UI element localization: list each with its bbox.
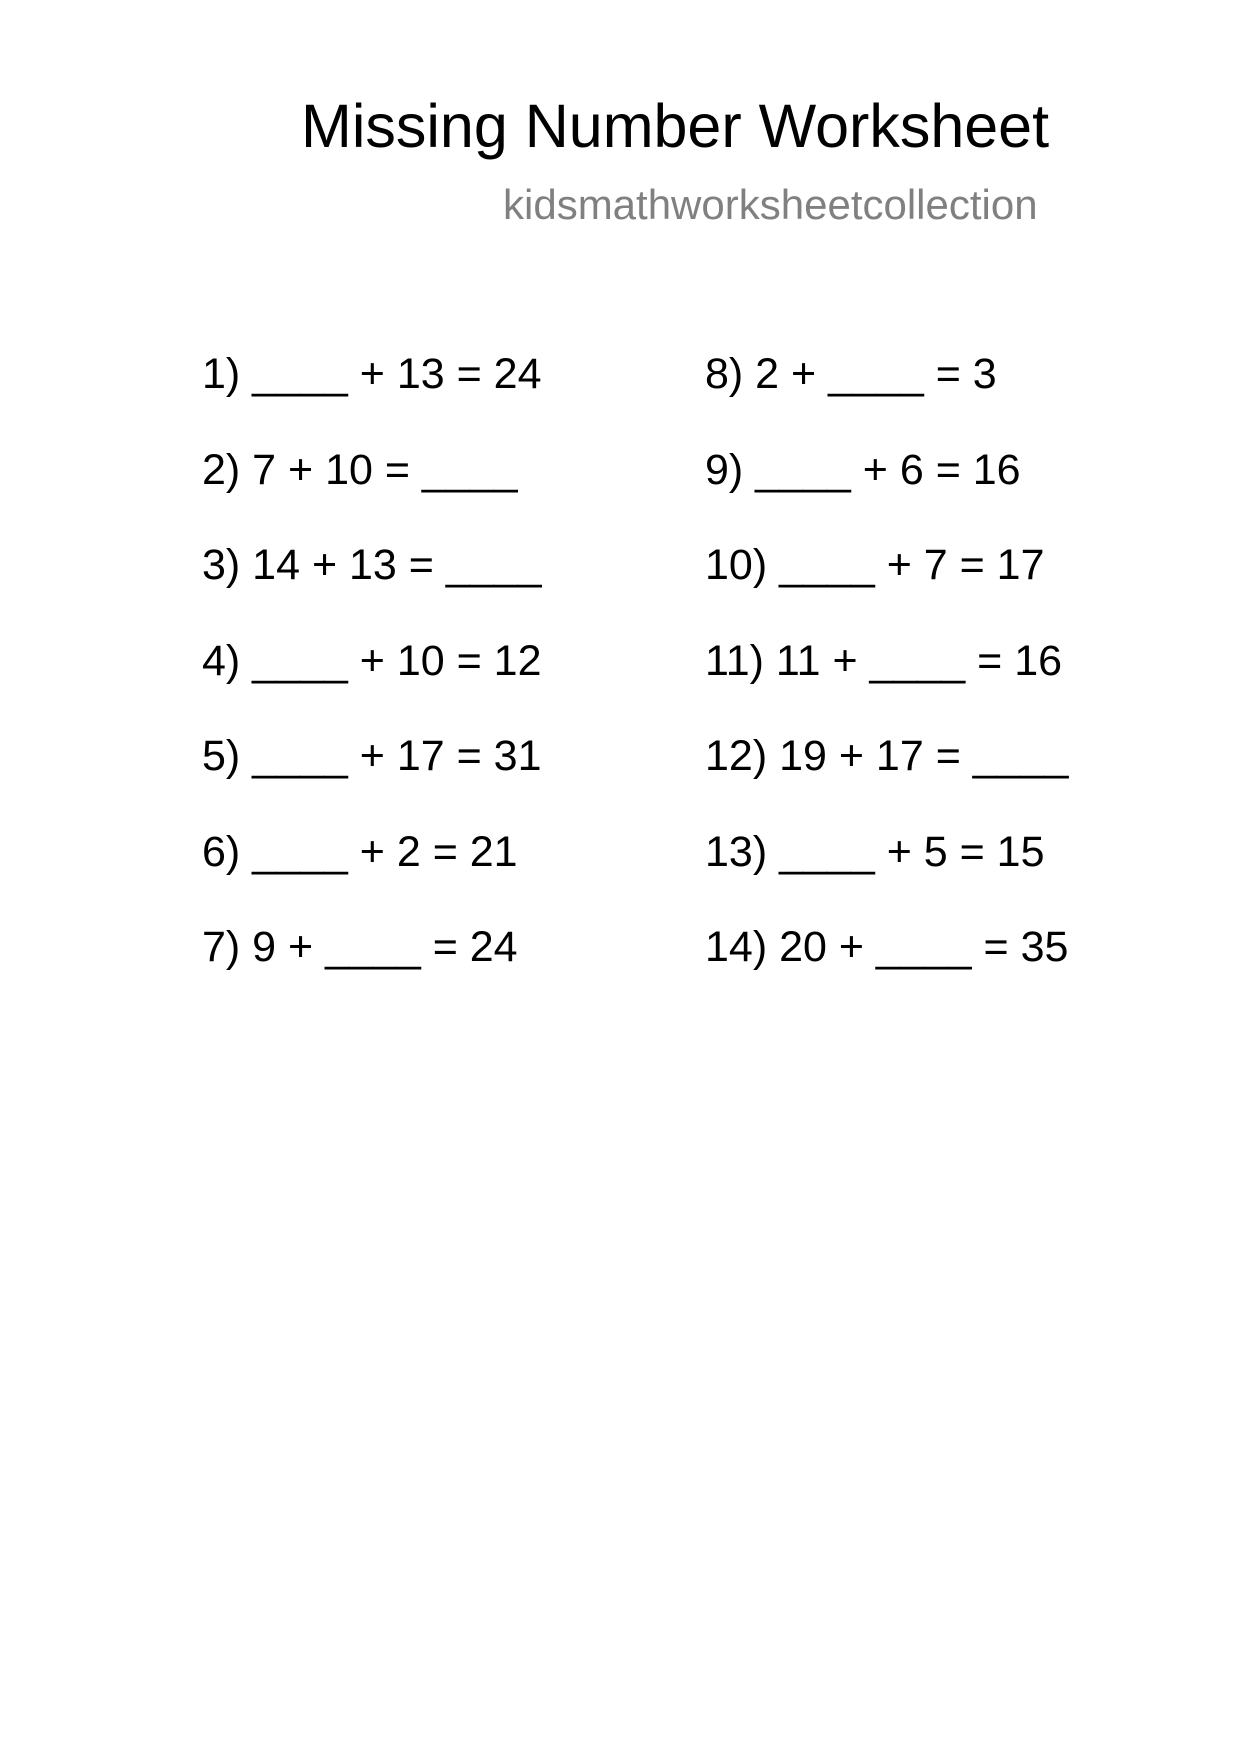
problem-3: 3) 14 + 13 = ____ xyxy=(202,541,542,589)
problem-10: 10) ____ + 7 = 17 xyxy=(705,541,1045,589)
problem-14: 14) 20 + ____ = 35 xyxy=(705,923,1069,971)
problem-12: 12) 19 + 17 = ____ xyxy=(705,732,1069,780)
problem-2: 2) 7 + 10 = ____ xyxy=(202,445,518,494)
problem-6: 6) ____ + 2 = 21 xyxy=(202,827,518,876)
problems-column-right xyxy=(705,350,1069,1022)
problem-5: 5) ____ + 17 = 31 xyxy=(202,732,542,780)
problem-9: 9) ____ + 6 = 16 xyxy=(705,445,1021,494)
problem-7: 7) 9 + ____ = 24 xyxy=(202,923,518,971)
problem-13: 13) ____ + 5 = 15 xyxy=(705,827,1045,876)
problems-column-left xyxy=(202,350,542,1022)
worksheet-title: Missing Number Worksheet xyxy=(301,92,1050,160)
problem-1: 1) ____ + 13 = 24 xyxy=(202,350,542,398)
problem-11: 11) 11 + ____ = 16 xyxy=(705,636,1063,685)
problem-4: 4) ____ + 10 = 12 xyxy=(202,636,542,685)
worksheet-source: kidsmathworksheetcollection xyxy=(503,181,1038,228)
problem-8: 8) 2 + ____ = 3 xyxy=(705,350,997,398)
